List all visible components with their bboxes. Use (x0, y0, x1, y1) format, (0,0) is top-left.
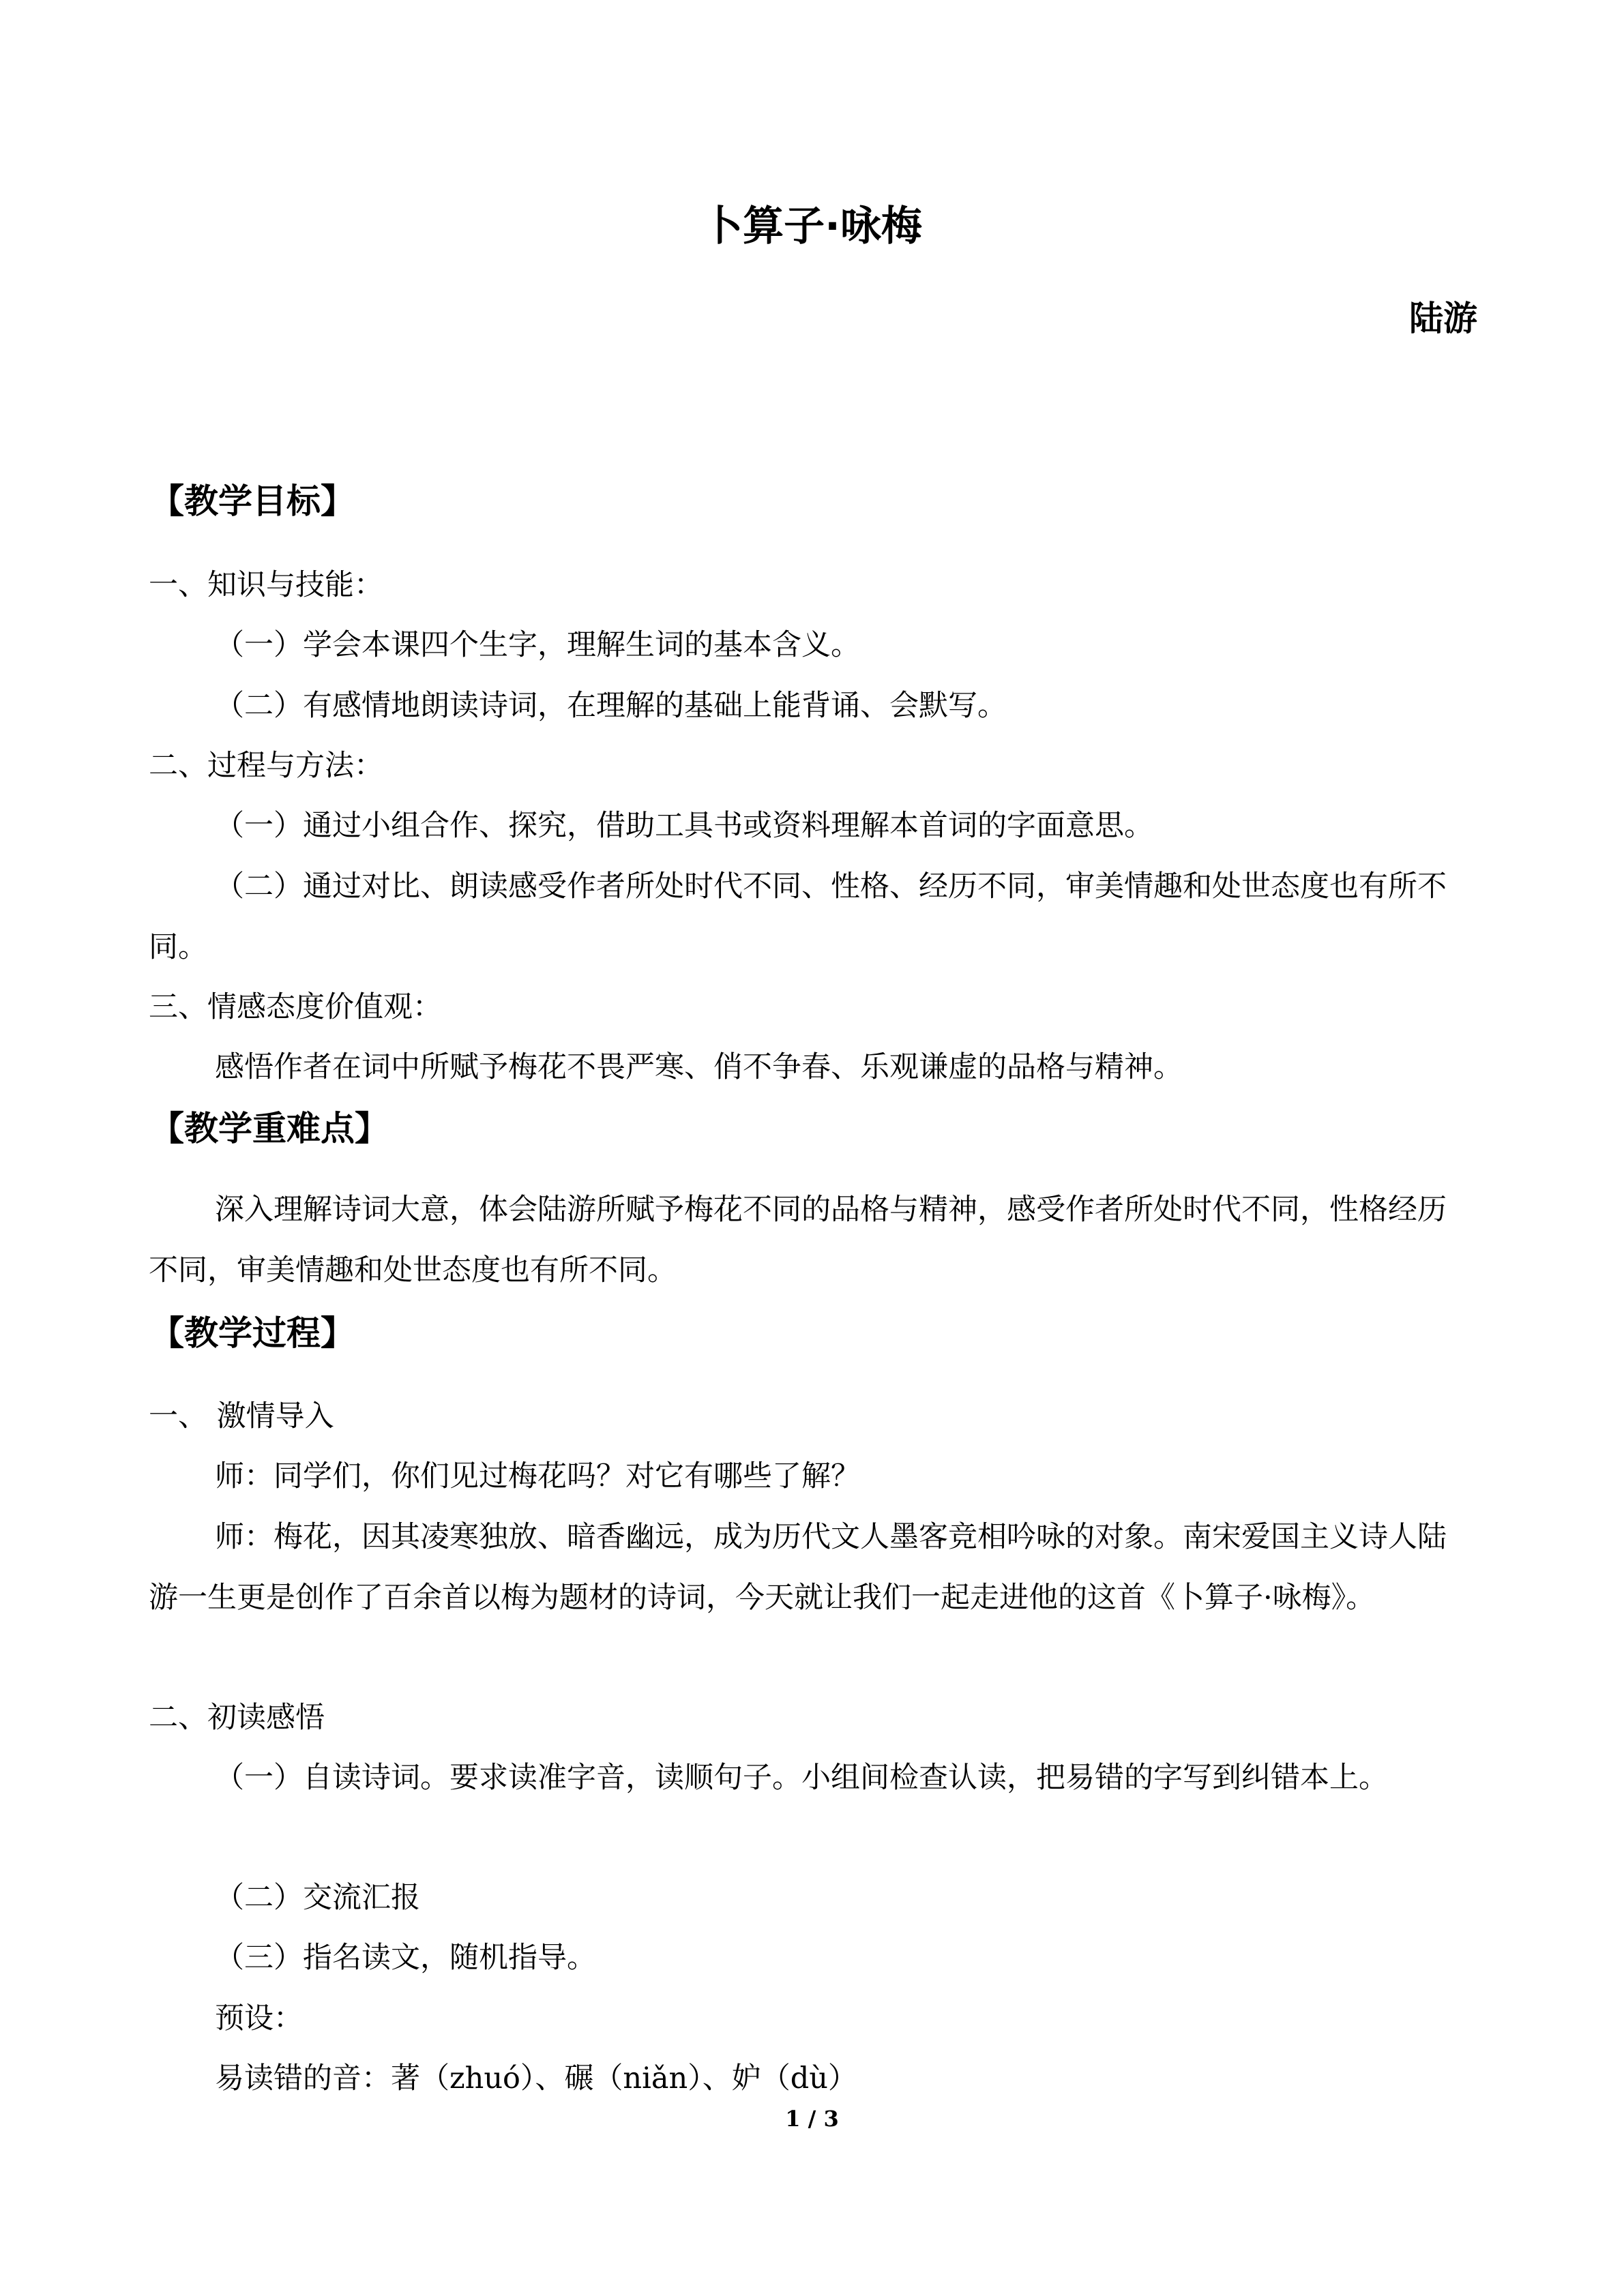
goals-process-label: 二、过程与方法： (149, 749, 383, 783)
procedure-step1-intro: 师：梅花，因其凌寒独放、暗香幽远，成为历代文人墨客竞相吟咏的对象。南宋爱国主义诗人陆游一生更是创作了百余首以梅为题材的诗词，今天就让我们一起走进他的这首《卜算子·咏梅》。 (149, 1520, 1447, 1615)
author-name: 陆游 (1409, 299, 1477, 338)
page-number: 1 / 3 (785, 2106, 839, 2132)
procedure-step2-item-2: （二）交流汇报 (215, 1881, 420, 1915)
procedure-step1-question: 师：同学们，你们见过梅花吗？对它有哪些了解？ (215, 1459, 860, 1493)
section-heading-goals: 【教学目标】 (150, 481, 355, 521)
document-title: 卜算子·咏梅 (702, 203, 922, 250)
procedure-step2-item-3: （三）指名读文，随机指导。 (215, 1941, 596, 1975)
goals-process-item-2: （二）通过对比、朗读感受作者所处时代不同、性格、经历不同，审美情趣和处世态度也有所不同。 (149, 869, 1447, 964)
goals-knowledge-item-1: （一）学会本课四个生字，理解生词的基本含义。 (215, 628, 860, 662)
procedure-pronunciation: 易读错的音：著（zhuó）、碾（niǎn）、妒（dù） (215, 2061, 857, 2096)
procedure-step2-label: 二、初读感悟 (149, 1701, 325, 1735)
key-points-text: 深入理解诗词大意，体会陆游所赋予梅花不同的品格与精神，感受作者所处时代不同，性格经历不同，审美情趣和处世态度也有所不同。 (149, 1193, 1447, 1287)
section-heading-procedure: 【教学过程】 (150, 1313, 355, 1353)
procedure-step1-label: 一、 激情导入 (149, 1399, 334, 1433)
procedure-step2-item-1: （一）自读诗词。要求读准字音，读顺句子。小组间检查认读，把易错的字写到纠错本上。 (215, 1761, 1388, 1795)
goals-knowledge-label: 一、知识与技能： (149, 568, 383, 602)
goals-emotion-item-1: 感悟作者在词中所赋予梅花不畏严寒、俏不争春、乐观谦虚的品格与精神。 (215, 1050, 1183, 1084)
section-heading-key-points: 【教学重难点】 (150, 1109, 389, 1148)
goals-knowledge-item-2: （二）有感情地朗读诗词，在理解的基础上能背诵、会默写。 (215, 689, 1007, 723)
procedure-preset-label: 预设： (215, 2001, 303, 2036)
goals-process-item-1: （一）通过小组合作、探究，借助工具书或资料理解本首词的字面意思。 (215, 809, 1153, 843)
goals-emotion-label: 三、情感态度价值观： (149, 990, 442, 1024)
